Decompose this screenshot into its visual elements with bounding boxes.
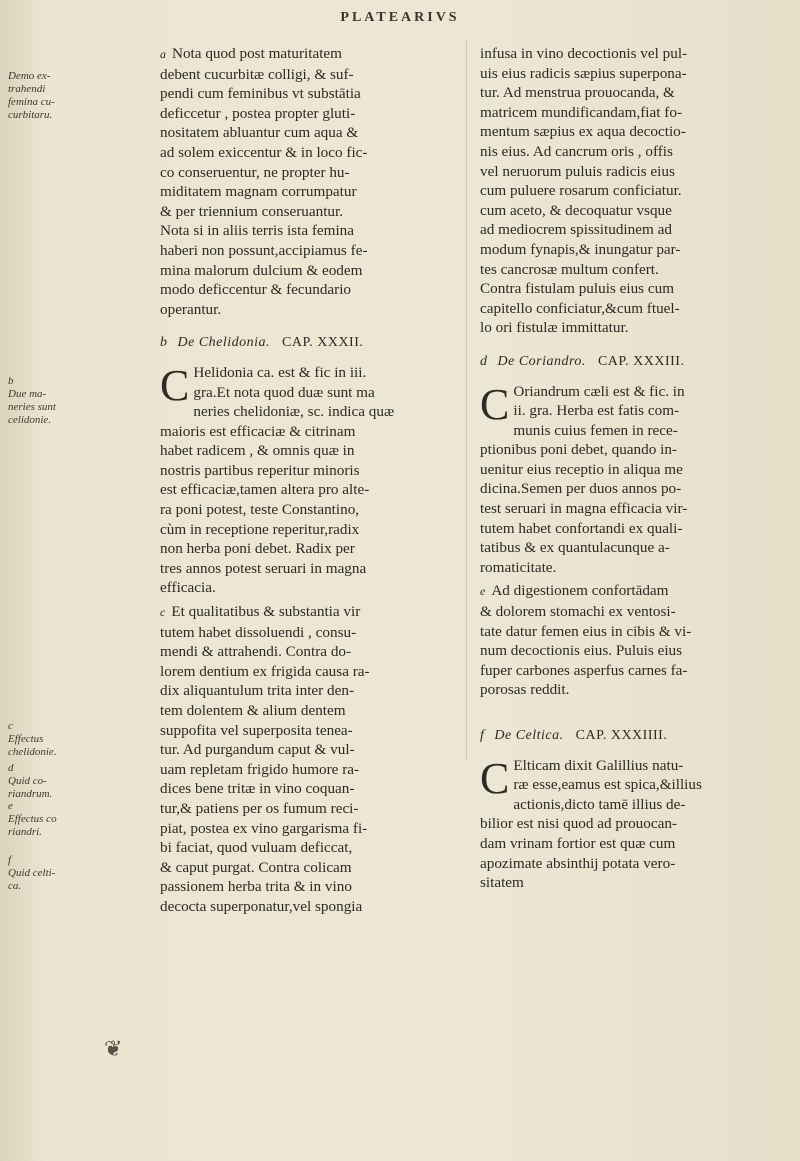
text-line (513, 401, 776, 421)
text-line (480, 519, 776, 539)
margin-note-line: Effectus (8, 733, 44, 745)
line-text: fuper carbones asperfus carnes fa- (480, 661, 688, 679)
line-text: neries chelidoniæ, sc. indica quæ (193, 403, 395, 421)
text-line (480, 558, 776, 578)
text-line (193, 383, 456, 403)
right-para-2 (480, 379, 776, 578)
line-text: decocta superponatur,vel spongia (160, 897, 363, 915)
margin-note-line: riandrum. (8, 788, 53, 800)
text-line (160, 143, 456, 163)
left-para-1 (160, 44, 456, 319)
line-text: uenitur eius receptio in aliqua me (480, 460, 683, 478)
line-text: piat, postea ex vino gargarisma fi- (160, 819, 368, 837)
text-line (160, 182, 456, 202)
line-text: maioris est efficaciæ & citrinam (160, 422, 356, 440)
margin-note-c (8, 720, 86, 759)
text-line (480, 440, 776, 460)
text-line (160, 300, 456, 320)
drop-cap: C (480, 753, 510, 803)
margin-note-line: ca. (8, 880, 22, 892)
text-line (160, 662, 456, 682)
text-line (480, 661, 776, 681)
line-text: Elticam dixit Galillius natu- (513, 756, 684, 774)
text-line (193, 363, 456, 383)
text-line (160, 520, 456, 540)
line-text: munis cuius femen in rece- (513, 421, 678, 439)
line-text: lo ori fistulæ immittatur. (480, 319, 629, 337)
text-line (160, 602, 456, 623)
line-text: nostris partibus reperitur minoris (160, 461, 360, 479)
margin-note-line: Quid co- (8, 775, 47, 787)
margin-note-line: f (8, 854, 12, 866)
line-text: dam vrinam fortior est quæ cum (480, 834, 676, 852)
text-line (513, 421, 776, 441)
line-text: non herba poni debet. Radix per (160, 540, 355, 558)
text-line (160, 84, 456, 104)
line-text: capitello conficiatur,&cum ftuel- (480, 299, 680, 317)
text-line (480, 181, 776, 201)
text-line (160, 65, 456, 85)
line-text: infusa in vino decoctionis vel pul- (480, 45, 688, 62)
line-text: bilior est nisi quod ad prouocan- (480, 815, 677, 833)
line-text: suppofita vel superposita tenea- (160, 721, 353, 739)
line-text: romaticitate. (480, 558, 557, 576)
line-text: tutem habet confortandi ex quali- (480, 519, 683, 537)
text-line (513, 756, 776, 776)
chapter-heading-chelidonia (160, 333, 456, 353)
drop-cap: C (480, 379, 510, 429)
line-text: ii. gra. Herba est fatis com- (513, 402, 680, 420)
text-line (160, 681, 456, 701)
text-line (160, 701, 456, 721)
text-line (160, 740, 456, 760)
line-text: mentum sæpius ex aqua decoctio- (480, 123, 686, 141)
margin-note-line: e (8, 800, 13, 812)
text-line (160, 104, 456, 124)
text-line (480, 103, 776, 123)
text-line (480, 602, 776, 622)
text-line (480, 538, 776, 558)
text-line (480, 460, 776, 480)
margin-note-line: Demo ex- (8, 70, 51, 82)
heading-title: De Celtica. (494, 728, 564, 743)
text-line (160, 461, 456, 481)
line-text: deficcetur , postea propter gluti- (160, 104, 356, 122)
text-line (480, 240, 776, 260)
line-text: & per triennium conseruantur. (160, 202, 344, 220)
text-line (480, 142, 776, 162)
margin-note-line: c (8, 720, 13, 732)
text-line (480, 318, 776, 338)
line-text: bi faciat, quod vuluam deficcat, (160, 839, 353, 857)
text-line (160, 422, 456, 442)
column-gutter (466, 40, 467, 760)
line-text: dicina.Semen per duos annos po- (480, 480, 682, 498)
text-line (480, 64, 776, 84)
line-text: uam repletam frigido humore ra- (160, 760, 360, 778)
text-line (160, 799, 456, 819)
line-text: miditatem magnam corrumpatur (160, 183, 357, 201)
line-text: mina malorum dulcium & eodem (160, 261, 363, 279)
left-column (160, 44, 456, 917)
text-line (160, 441, 456, 461)
line-text: haberi non possunt,accipiamus fe- (160, 241, 368, 259)
line-text: efficacia. (160, 579, 216, 597)
text-line (160, 877, 456, 897)
line-text: tatibus & ex quantulacunque a- (480, 539, 670, 557)
line-text: est efficaciæ,tamen altera pro alte- (160, 481, 370, 499)
text-line (480, 201, 776, 221)
text-line (480, 680, 776, 700)
line-text: cùm in receptione reperitur,radix (160, 520, 360, 538)
line-text: cum aceto, & decoquatur vsque (480, 201, 672, 219)
text-line (513, 382, 776, 402)
line-text: test seruari in magna efficacia vir- (480, 500, 688, 518)
line-text: Ad digestionem confortādam (491, 582, 669, 600)
text-line (480, 814, 776, 834)
chapter-heading-coriandro (480, 352, 776, 372)
line-text: tur. Ad menstrua prouocanda, & (480, 84, 675, 102)
line-text: modo deficcentur & fecundario (160, 281, 352, 299)
text-line (160, 578, 456, 598)
margin-note-line: d (8, 762, 14, 774)
line-text: matricem mundificandam,fiat fo- (480, 103, 682, 121)
margin-note-line: b (8, 375, 14, 387)
text-line (160, 858, 456, 878)
margin-note-line: femina cu- (8, 96, 55, 108)
line-text: habet radicem , & omnis quæ in (160, 442, 355, 460)
text-line (160, 44, 456, 65)
paragraph-marker: a (160, 47, 166, 61)
line-text: passionem herba trita & in vino (160, 878, 352, 896)
text-line (160, 721, 456, 741)
text-line (160, 241, 456, 261)
line-text: tes cancrosæ multum confert. (480, 260, 659, 278)
line-text: vel neruorum puluis radicis eius (480, 162, 675, 180)
text-line (160, 123, 456, 143)
text-line (480, 44, 776, 64)
text-line (160, 539, 456, 559)
line-text: tur. Ad purgandum caput & vul- (160, 741, 355, 759)
text-line (160, 480, 456, 500)
margin-note-f (8, 854, 86, 893)
line-text: dices bene tritæ in vino coquan- (160, 780, 355, 798)
line-text: nositatem abluantur cum aqua & (160, 124, 359, 142)
paragraph-marker: e (480, 584, 486, 599)
margin-note-line: Quid celti- (8, 867, 56, 879)
text-line (160, 221, 456, 241)
text-line (160, 838, 456, 858)
line-text: & dolorem stomachi ex ventosi- (480, 603, 676, 621)
heading-marker: b (160, 335, 168, 351)
margin-note-line: neries sunt (8, 401, 56, 413)
line-text: Contra fistulam puluis eius cum (480, 280, 675, 298)
line-text: apozimate absinthij potata vero- (480, 854, 676, 872)
line-text: tres annos potest seruari in magna (160, 559, 367, 577)
text-line (160, 623, 456, 643)
line-text: Helidonia ca. est & fic in iii. (193, 363, 367, 381)
left-para-3 (160, 602, 456, 917)
line-text: ræ esse,eamus est spica,&illius (513, 776, 702, 794)
right-para-3 (480, 581, 776, 700)
right-para-4 (480, 753, 776, 893)
line-text: ad mediocrem spissitudinem ad (480, 221, 672, 239)
line-text: gra.Et nota quod duæ sunt ma (193, 383, 375, 401)
line-text: modum fynapis,& inungatur par- (480, 240, 681, 258)
line-text: cum puluere rosarum conficiatur. (480, 182, 682, 200)
line-text: Et qualitatibus & substantia vir (171, 603, 361, 621)
line-text: sitatem (480, 874, 524, 892)
line-text: co conseruentur, ne propter hu- (160, 163, 350, 181)
text-line (480, 622, 776, 642)
text-line (480, 279, 776, 299)
text-line (160, 779, 456, 799)
line-text: Oriandrum cæli est & fic. in (513, 382, 685, 400)
margin-note-line: trahendi (8, 83, 46, 95)
heading-chapter: CAP. XXXIII. (597, 353, 685, 369)
chapter-heading-celtica (480, 726, 776, 746)
text-line (160, 202, 456, 222)
heading-marker: f (480, 728, 485, 743)
text-line (480, 122, 776, 142)
line-text: dix aliquantulum trita inter den- (160, 682, 355, 700)
text-line (480, 641, 776, 661)
heading-chapter: CAP. XXXIIII. (575, 728, 668, 743)
text-line (480, 479, 776, 499)
margin-note-e (8, 800, 86, 839)
line-text: ad solem exiccentur & in loco fic- (160, 143, 368, 161)
line-text: tutem habet dissoluendi , consu- (160, 623, 357, 641)
text-line (160, 280, 456, 300)
text-line (160, 559, 456, 579)
text-line (193, 402, 456, 422)
flourish-ornament-icon: ❦ (104, 1036, 123, 1061)
heading-title: De Chelidonia. (177, 335, 271, 351)
text-line (480, 581, 776, 602)
line-text: ptionibus poni debet, quando in- (480, 441, 677, 459)
left-para-2 (160, 360, 456, 598)
text-line (160, 760, 456, 780)
text-line (513, 775, 776, 795)
line-text: debent cucurbitæ colligi, & suf- (160, 65, 354, 83)
line-text: & caput purgat. Contra colicam (160, 858, 352, 876)
right-para-1 (480, 44, 776, 338)
text-line (480, 499, 776, 519)
drop-cap: C (160, 360, 190, 410)
text-line (480, 834, 776, 854)
margin-note-d (8, 762, 86, 801)
margin-note-line: Effectus co (8, 813, 57, 825)
line-text: mendi & attrahendi. Contra do- (160, 643, 352, 661)
margin-note-line: curbitaru. (8, 109, 53, 121)
margin-note-line: riandri. (8, 826, 42, 838)
line-text: Nota quod post maturitatem (172, 45, 342, 62)
text-line (160, 261, 456, 281)
text-line (160, 819, 456, 839)
text-line (160, 897, 456, 917)
text-line (160, 163, 456, 183)
margin-note-a (8, 70, 86, 122)
text-line (513, 795, 776, 815)
line-text: Nota si in aliis terris ista femina (160, 222, 355, 240)
heading-title: De Coriandro. (497, 353, 586, 369)
text-line (480, 873, 776, 893)
line-text: num decoctionis eius. Puluis eius (480, 642, 683, 660)
margin-note-line: chelidonie. (8, 746, 57, 758)
line-text: actionis,dicto tamē illius de- (513, 795, 686, 813)
text-line (480, 299, 776, 319)
line-text: operantur. (160, 300, 222, 318)
text-line (480, 220, 776, 240)
line-text: uis eius radicis sæpius superpona- (480, 64, 687, 82)
margin-note-b (8, 375, 86, 427)
text-line (480, 854, 776, 874)
text-line (480, 162, 776, 182)
text-line (160, 642, 456, 662)
margin-note-line: celidonie. (8, 414, 52, 426)
line-text: lorem dentium ex frigida causa ra- (160, 662, 370, 680)
margin-note-line: Due ma- (8, 388, 47, 400)
line-text: ra poni potest, teste Constantino, (160, 501, 360, 519)
line-text: porosas reddit. (480, 681, 570, 699)
line-text: tur,& patiens per os fumum reci- (160, 799, 359, 817)
text-line (480, 260, 776, 280)
text-line (160, 500, 456, 520)
paragraph-marker: c (160, 605, 166, 620)
heading-marker: d (480, 353, 488, 369)
line-text: nis eius. Ad cancrum oris , offis (480, 142, 673, 160)
line-text: tem dolentem & alium dentem (160, 702, 346, 719)
heading-chapter: CAP. XXXII. (282, 335, 364, 351)
line-text: tate datur femen eius in cibis & vi- (480, 622, 692, 640)
running-header: PLATEARIVS (340, 10, 460, 25)
line-text: pendi cum feminibus vt substātia (160, 85, 361, 103)
text-line (480, 83, 776, 103)
right-column (480, 44, 776, 893)
